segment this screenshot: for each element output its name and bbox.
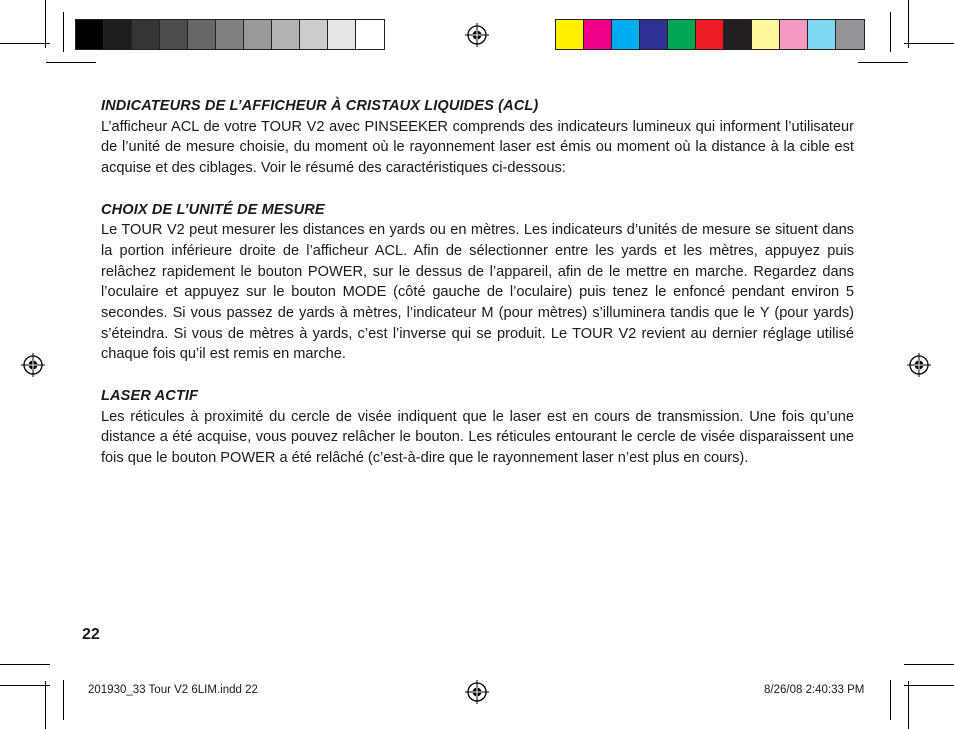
color-swatch [696, 20, 724, 49]
crop-mark [63, 12, 64, 52]
crop-mark [45, 0, 46, 48]
color-swatch [216, 20, 244, 49]
color-swatch [752, 20, 780, 49]
crop-mark [858, 62, 908, 63]
color-swatch [160, 20, 188, 49]
color-swatch [300, 20, 328, 49]
registration-mark-icon [465, 680, 489, 704]
color-swatch [780, 20, 808, 49]
registration-mark-icon [907, 353, 931, 377]
crop-mark [890, 12, 891, 52]
color-swatch [640, 20, 668, 49]
section-heading-unit-selection: CHOIX DE L’UNITÉ DE MESURE [101, 201, 325, 218]
section-body-lcd-indicators: L’afficheur ACL de votre TOUR V2 avec PINSEEKER comprends des indicateurs lumineux qui informent l’utilisateur de l’unité de mesure choisie, du moment où le rayonnement laser est émis ou moment où la distance à la cible est acquise et des ciblages. Voir le résumé des caractéristiques ci-dessous: [101, 118, 854, 177]
crop-mark [63, 680, 64, 720]
color-swatch [132, 20, 160, 49]
color-swatch [104, 20, 132, 49]
slug-date: 8/26/08 2:40:33 PM [764, 684, 865, 696]
color-swatch [836, 20, 864, 49]
color-swatch [556, 20, 584, 49]
registration-mark-icon [465, 23, 489, 47]
crop-mark [890, 680, 891, 720]
registration-mark-icon [21, 353, 45, 377]
color-swatch [668, 20, 696, 49]
color-swatch [188, 20, 216, 49]
color-swatch [724, 20, 752, 49]
slug-filename: 201930_33 Tour V2 6LIM.indd 22 [88, 684, 258, 696]
color-swatch [356, 20, 384, 49]
crop-mark [908, 681, 909, 729]
crop-mark [46, 62, 96, 63]
color-swatch [328, 20, 356, 49]
color-swatch [272, 20, 300, 49]
crop-mark [904, 43, 954, 44]
grayscale-color-bar [75, 19, 385, 50]
color-swatch [584, 20, 612, 49]
section-body-laser-active: Les réticules à proximité du cercle de visée indiquent que le laser est en cours de transmission. Une fois qu’une distance a été acquise, vous pouvez relâcher le bouton. Les réticules entourant le cercle de visée disparaissent une fois que le bouton POWER a été relâché (c’est-à-dire que le rayonnement laser n’est plus en cours). [101, 408, 854, 466]
page-content [101, 96, 854, 489]
crop-mark [908, 0, 909, 48]
color-swatch [612, 20, 640, 49]
color-swatch [244, 20, 272, 49]
color-swatch [76, 20, 104, 49]
section-body-unit-selection: Le TOUR V2 peut mesurer les distances en yards ou en mètres. Les indicateurs d’unités de mesure se situent dans la portion inférieure droite de l’afficheur ACL. Afin de sélectionner entre les yards et les mètres, appuyez puis relâchez rapidement le bouton POWER, sur le dessus de l’appareil, afin de le mettre en marche. Regardez dans l’oculaire et appuyez sur le bouton MODE (côté gauche de l’oculaire) puis tenez le enfoncé pendant environ 5 secondes. Si vous passez de yards à mètres, l’indicateur M (pour mètres) s’illuminera tandis que le Y (pour yards) s’éteindra. Si vous de mètres à yards, c’est l’inverse qui se produit. Le TOUR V2 revient au dernier réglage utilisé chaque fois qu’il est remis en marche. [101, 222, 854, 363]
section-heading-laser-active: LASER ACTIF [101, 387, 199, 404]
section-heading-lcd-indicators: INDICATEURS DE L’AFFICHEUR À CRISTAUX LIQUIDES (ACL) [101, 98, 539, 114]
cmyk-color-bar [555, 19, 865, 50]
page-number: 22 [82, 626, 100, 643]
color-swatch [808, 20, 836, 49]
crop-mark [0, 664, 50, 665]
crop-mark [904, 685, 954, 686]
crop-mark [45, 681, 46, 729]
crop-mark [0, 43, 50, 44]
crop-mark [0, 685, 50, 686]
crop-mark [904, 664, 954, 665]
